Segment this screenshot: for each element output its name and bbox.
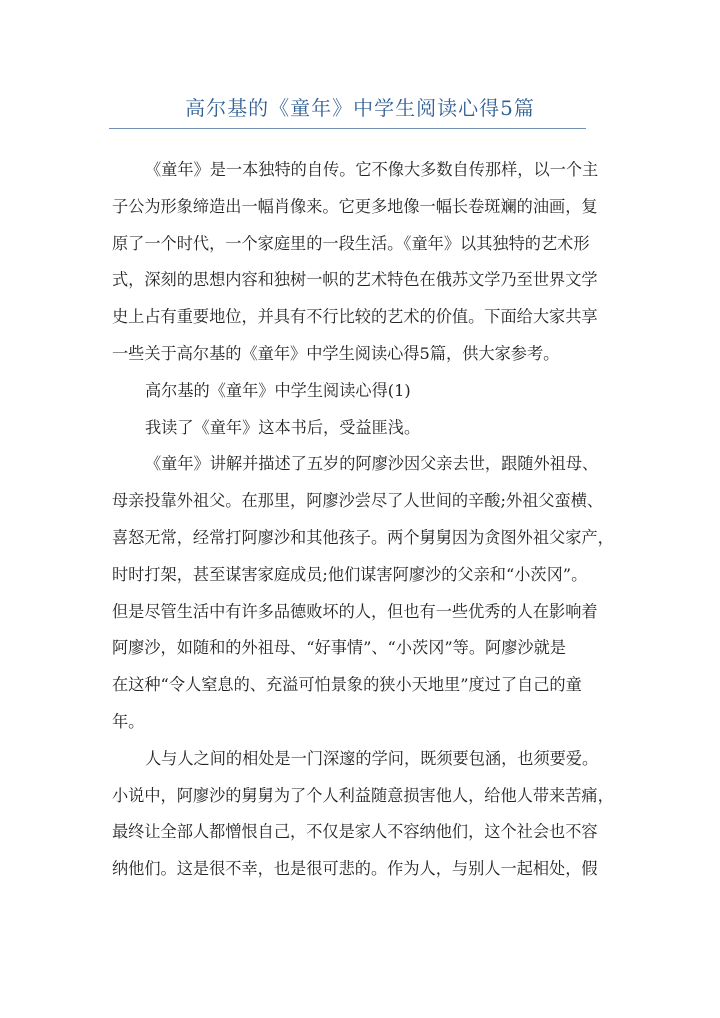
text-line: 但是尽管生活中有许多品德败坏的人，但也有一些优秀的人在影响着 [112,601,598,621]
text-line: 年。 [112,711,145,731]
article-body [112,152,634,888]
text-line: 原了一个时代，一个家庭里的一段生活。《童年》以其独特的艺术形 [112,233,590,253]
text-line: 阿廖沙，如随和的外祖母、“好事情”、“小茨冈”等。阿廖沙就是 [112,638,566,658]
text-line: 在这种“令人窒息的、充溢可怕景象的狭小天地里”度过了自己的童 [112,675,582,695]
text-line: 时时打架，甚至谋害家庭成员;他们谋害阿廖沙的父亲和“小茨冈”。 [112,564,588,584]
text-line: 喜怒无常，经常打阿廖沙和其他孩子。两个舅舅因为贪图外祖父家产， [112,527,614,547]
text-line: 我读了《童年》这本书后，受益匪浅。 [145,417,421,437]
text-line: 纳他们。这是很不幸，也是很可悲的。作为人，与别人一起相处，假 [112,859,598,879]
text-line: 《童年》是一本独特的自传。它不像大多数自传那样，以一个主 [145,160,599,179]
page-title: 高尔基的《童年》中学生阅读心得5篇 [185,96,535,120]
text-line: 《童年》讲解并描述了五岁的阿廖沙因父亲去世，跟随外祖母、 [145,454,599,474]
title-underline [109,128,586,129]
paragraph [112,446,634,740]
text-line: 子公为形象缔造出一幅肖像来。它更多地像一幅长卷斑斓的油画，复 [112,196,598,216]
text-line: 高尔基的《童年》中学生阅读心得(1) [145,380,411,400]
paragraph [112,152,634,373]
text-line: 式，深刻的思想内容和独树一帜的艺术特色在俄苏文学乃至世界文学 [112,270,598,290]
paragraph [112,741,634,888]
paragraph [112,410,634,447]
text-line: 最终让全部人都憎恨自己，不仅是家人不容纳他们，这个社会也不容 [112,822,598,842]
text-line: 史上占有重要地位，并具有不行比较的艺术的价值。下面给大家共享 [112,307,598,327]
text-line: 一些关于高尔基的《童年》中学生阅读心得5篇，供大家参考。 [112,343,560,363]
text-line: 母亲投靠外祖父。在那里，阿廖沙尝尽了人世间的辛酸;外祖父蛮横、 [112,491,604,511]
text-line: 人与人之间的相处是一门深邃的学问，既须要包涵，也须要爱。 [145,748,599,768]
text-line: 小说中，阿廖沙的舅舅为了个人利益随意损害他人，给他人带来苦痛， [112,785,614,805]
paragraph [112,373,634,410]
